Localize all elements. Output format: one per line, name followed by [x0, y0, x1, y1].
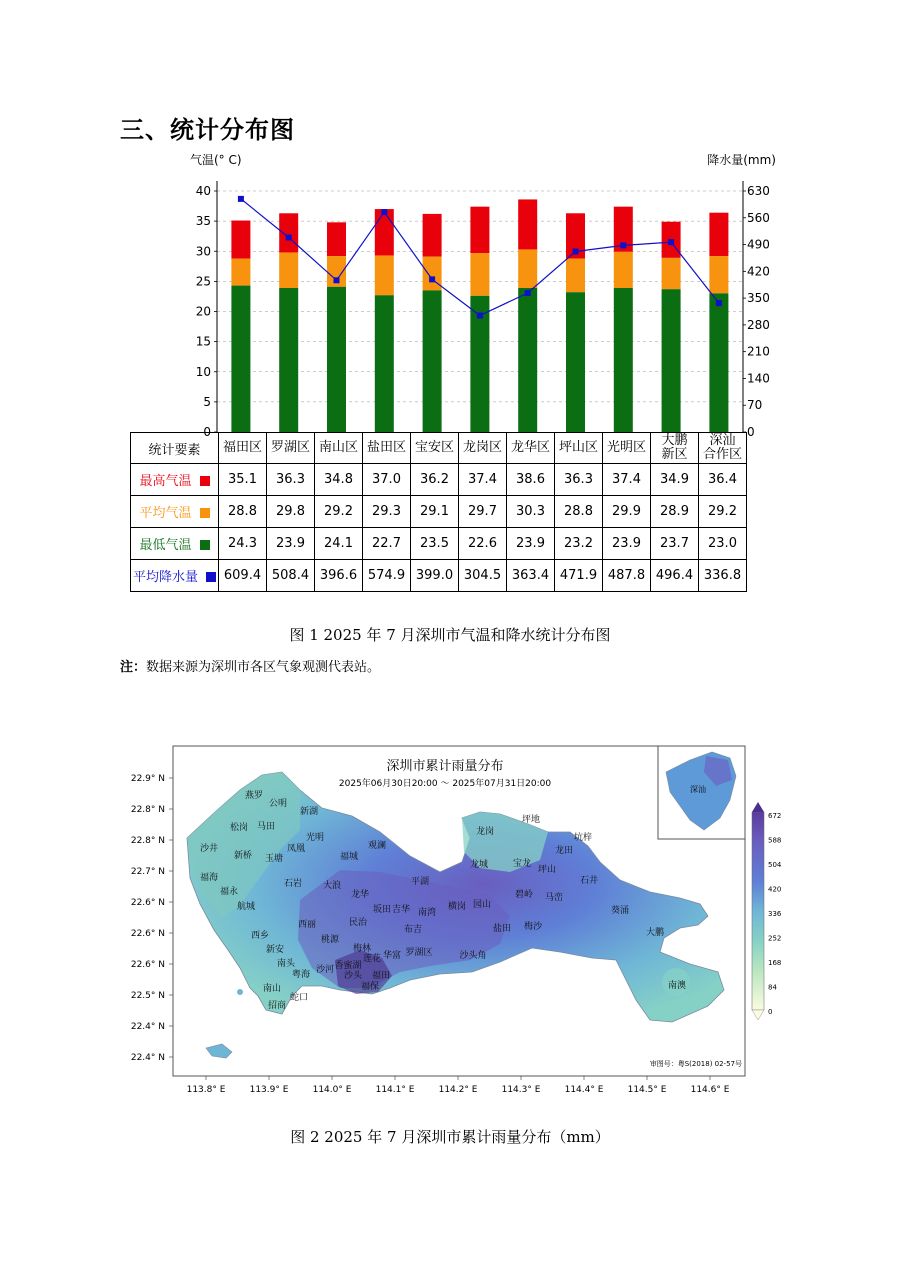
table-column-header: 南山区 — [315, 433, 363, 464]
figure-1-caption: 图 1 2025 年 7 月深圳市气温和降水统计分布图 — [289, 626, 611, 644]
table-column-header: 光明区 — [603, 433, 651, 464]
place-name-label: 福海 — [199, 873, 219, 883]
left-axis-label: 气温(° C) — [190, 153, 242, 167]
table-cell: 29.9 — [603, 496, 651, 528]
longitude-label: 114.5° E — [627, 1085, 667, 1095]
table-column-header: 大鹏 新区 — [651, 433, 699, 464]
left-tick-label: 35 — [195, 214, 211, 229]
right-tick-label: 70 — [747, 398, 763, 413]
legend-colorbar — [752, 812, 764, 1010]
table-column-header: 盐田区 — [363, 433, 411, 464]
longitude-label: 113.8° E — [186, 1085, 226, 1095]
table-cell: 34.9 — [651, 464, 699, 496]
place-name-label: 梅林 — [352, 944, 372, 954]
table-cell: 23.9 — [603, 528, 651, 560]
table-header-label: 统计要素 — [131, 433, 219, 464]
table-cell: 38.6 — [507, 464, 555, 496]
legend-value-label: 504 — [768, 861, 782, 869]
table-cell: 35.1 — [219, 464, 267, 496]
left-tick-label: 30 — [195, 244, 211, 259]
left-tick-label: 15 — [195, 334, 211, 349]
table-cell: 28.8 — [219, 496, 267, 528]
longitude-label: 114.2° E — [438, 1085, 478, 1095]
table-column-header: 坪山区 — [555, 433, 603, 464]
legend-value-label: 336 — [768, 910, 782, 918]
legend-value-label: 252 — [768, 934, 782, 943]
table-cell: 487.8 — [603, 560, 651, 592]
place-name-label: 观澜 — [367, 841, 387, 851]
place-name-label: 西乡 — [250, 931, 270, 941]
table-cell: 23.0 — [699, 528, 747, 560]
table-cell: 36.4 — [699, 464, 747, 496]
place-name-label: 新安 — [265, 945, 285, 955]
table-cell: 24.3 — [219, 528, 267, 560]
map-subtitle: 2025年06月30日20:00 ～ 2025年07月31日20:00 — [338, 779, 552, 789]
table-cell: 23.9 — [267, 528, 315, 560]
table-cell: 399.0 — [411, 560, 459, 592]
table-cell: 23.7 — [651, 528, 699, 560]
table-cell: 29.1 — [411, 496, 459, 528]
table-cell: 22.7 — [363, 528, 411, 560]
place-name-label: 大鹏 — [645, 928, 665, 938]
place-name-label: 民治 — [348, 918, 368, 928]
table-cell: 471.9 — [555, 560, 603, 592]
table-column-header: 龙华区 — [507, 433, 555, 464]
place-name-label: 桃源 — [320, 935, 340, 945]
latitude-label: 22.4° N — [130, 1022, 165, 1032]
table-cell: 29.2 — [315, 496, 363, 528]
right-tick-label: 140 — [747, 371, 770, 386]
table-column-header: 宝安区 — [411, 433, 459, 464]
place-name-label: 航城 — [236, 902, 256, 912]
place-name-label: 罗湖区 — [405, 948, 433, 958]
table-cell: 28.8 — [555, 496, 603, 528]
table-cell: 34.8 — [315, 464, 363, 496]
left-tick-label: 25 — [195, 274, 211, 289]
table-column-header: 深汕 合作区 — [699, 433, 747, 464]
place-name-label: 莲花 — [362, 954, 382, 964]
place-name-label: 石井 — [579, 876, 599, 886]
table-cell: 28.9 — [651, 496, 699, 528]
left-tick-label: 40 — [195, 184, 211, 198]
place-name-label: 葵涌 — [610, 906, 630, 916]
legend-value-label: 168 — [768, 959, 782, 967]
table-cell: 22.6 — [459, 528, 507, 560]
place-name-label: 蛇口 — [289, 993, 309, 1003]
longitude-label: 114.4° E — [564, 1085, 604, 1095]
latitude-label: 22.6° N — [130, 898, 165, 908]
place-name-label: 石岩 — [283, 879, 303, 889]
table-cell: 609.4 — [219, 560, 267, 592]
right-tick-label: 560 — [747, 210, 770, 225]
legend-value-label: 84 — [768, 983, 777, 992]
table-cell: 37.0 — [363, 464, 411, 496]
left-tick-label: 20 — [195, 304, 211, 319]
table-cell: 24.1 — [315, 528, 363, 560]
figure-2-caption: 图 2 2025 年 7 月深圳市累计雨量分布（mm） — [290, 1128, 610, 1146]
place-name-label: 西丽 — [297, 920, 317, 930]
place-name-label: 龙岗 — [475, 827, 495, 837]
place-name-label: 龙华 — [350, 890, 370, 900]
note-text: 数据来源为深圳市各区气象观测代表站。 — [146, 660, 381, 675]
latitude-label: 22.9° N — [130, 774, 165, 784]
latitude-label: 22.8° N — [130, 805, 165, 815]
map-approval-number: 审图号：粤S(2018) 02-57号 — [649, 1060, 742, 1068]
right-tick-label: 350 — [747, 291, 770, 306]
place-name-label: 新湖 — [299, 807, 319, 817]
latitude-label: 22.7° N — [130, 867, 165, 877]
place-name-label: 公明 — [268, 799, 288, 809]
place-name-label: 香蜜湖 — [334, 961, 362, 971]
place-name-label: 吉华 — [391, 905, 411, 915]
legend-top-triangle — [752, 802, 764, 812]
place-name-label: 福永 — [219, 887, 239, 897]
legend-value-label: 588 — [768, 836, 782, 845]
place-name-label: 粤海 — [291, 970, 311, 980]
latitude-label: 22.6° N — [130, 960, 165, 970]
place-name-label: 平湖 — [410, 877, 430, 887]
place-name-label: 福城 — [339, 852, 359, 862]
place-name-label: 南澳 — [667, 981, 687, 991]
table-cell: 396.6 — [315, 560, 363, 592]
table-cell: 363.4 — [507, 560, 555, 592]
longitude-label: 114.0° E — [312, 1085, 352, 1095]
longitude-label: 114.3° E — [501, 1085, 541, 1095]
place-name-label: 南头 — [276, 959, 296, 969]
table-cell: 29.8 — [267, 496, 315, 528]
row-label: 平均气温 — [131, 496, 219, 528]
row-label: 最低气温 — [131, 528, 219, 560]
place-name-label: 凤凰 — [286, 844, 306, 854]
table-cell: 496.4 — [651, 560, 699, 592]
place-name-label: 碧岭 — [514, 890, 534, 900]
inset-label: 深汕 — [690, 785, 706, 794]
table-cell: 37.4 — [603, 464, 651, 496]
table-cell: 304.5 — [459, 560, 507, 592]
right-tick-label: 210 — [747, 344, 770, 359]
latitude-label: 22.5° N — [130, 991, 165, 1001]
right-axis-label: 降水量(mm) — [707, 153, 776, 167]
place-name-label: 沙河 — [315, 965, 335, 975]
table-cell: 23.9 — [507, 528, 555, 560]
place-name-label: 龙城 — [469, 860, 489, 870]
legend-value-label: 420 — [768, 885, 782, 894]
place-name-label: 光明 — [305, 833, 325, 843]
section-title: 三、统计分布图 — [120, 116, 295, 144]
place-name-label: 福保 — [360, 982, 380, 992]
place-name-label: 燕罗 — [244, 791, 264, 801]
table-cell: 508.4 — [267, 560, 315, 592]
table-cell: 36.3 — [555, 464, 603, 496]
place-name-label: 宝龙 — [512, 859, 532, 869]
longitude-label: 113.9° E — [249, 1085, 289, 1095]
place-name-label: 布吉 — [403, 925, 423, 935]
place-name-label: 龙田 — [554, 846, 574, 856]
place-name-label: 新桥 — [233, 851, 253, 861]
table-column-header: 罗湖区 — [267, 433, 315, 464]
table-cell: 336.8 — [699, 560, 747, 592]
place-name-label: 华富 — [382, 951, 402, 961]
latitude-label: 22.4° N — [130, 1053, 165, 1063]
note-label: 注： — [120, 660, 147, 675]
right-tick-label: 280 — [747, 317, 770, 332]
table-column-header: 龙岗区 — [459, 433, 507, 464]
table-cell: 23.2 — [555, 528, 603, 560]
right-tick-label: 0 — [747, 425, 755, 439]
place-name-label: 横岗 — [447, 902, 467, 912]
place-name-label: 南山 — [262, 984, 282, 994]
table-cell: 29.3 — [363, 496, 411, 528]
table-column-header: 福田区 — [219, 433, 267, 464]
left-tick-label: 0 — [203, 425, 211, 439]
place-name-label: 福田 — [371, 971, 391, 981]
place-name-label: 大浪 — [322, 881, 342, 891]
latitude-label: 22.6° N — [130, 929, 165, 939]
left-tick-label: 10 — [195, 364, 211, 379]
place-name-label: 盐田 — [492, 924, 512, 934]
place-name-label: 园山 — [472, 900, 492, 910]
place-name-label: 招商 — [267, 1001, 287, 1011]
right-tick-label: 630 — [747, 184, 770, 198]
right-tick-label: 420 — [747, 264, 770, 279]
place-name-label: 沙头 — [343, 971, 363, 981]
place-name-label: 坑梓 — [573, 833, 593, 843]
table-cell: 29.7 — [459, 496, 507, 528]
longitude-label: 114.6° E — [690, 1085, 730, 1095]
place-name-label: 玉塘 — [264, 854, 284, 864]
table-cell: 36.3 — [267, 464, 315, 496]
table-cell: 36.2 — [411, 464, 459, 496]
left-tick-label: 5 — [203, 394, 211, 409]
place-name-label: 沙头角 — [459, 951, 487, 961]
legend-bottom-triangle — [752, 1010, 764, 1020]
place-name-label: 坂田 — [372, 905, 392, 915]
table-cell: 574.9 — [363, 560, 411, 592]
row-label: 最高气温 — [131, 464, 219, 496]
longitude-label: 114.1° E — [375, 1085, 415, 1095]
place-name-label: 松岗 — [229, 823, 249, 833]
place-name-label: 坪山 — [537, 865, 557, 875]
table-cell: 29.2 — [699, 496, 747, 528]
place-name-label: 梅沙 — [523, 922, 543, 932]
table-cell: 37.4 — [459, 464, 507, 496]
legend-value-label: 672 — [768, 812, 782, 820]
row-label: 平均降水量 — [131, 560, 219, 592]
place-name-label: 马峦 — [544, 893, 564, 903]
latitude-label: 22.8° N — [130, 836, 165, 846]
place-name-label: 沙井 — [199, 844, 219, 854]
place-name-label: 马田 — [256, 822, 276, 832]
small-island — [237, 989, 243, 995]
place-name-label: 坪地 — [521, 815, 541, 825]
table-cell: 30.3 — [507, 496, 555, 528]
legend-value-label: 0 — [768, 1008, 773, 1016]
map-title: 深圳市累计雨量分布 — [386, 759, 504, 774]
right-tick-label: 490 — [747, 237, 770, 252]
place-name-label: 南湾 — [417, 908, 437, 918]
table-cell: 23.5 — [411, 528, 459, 560]
